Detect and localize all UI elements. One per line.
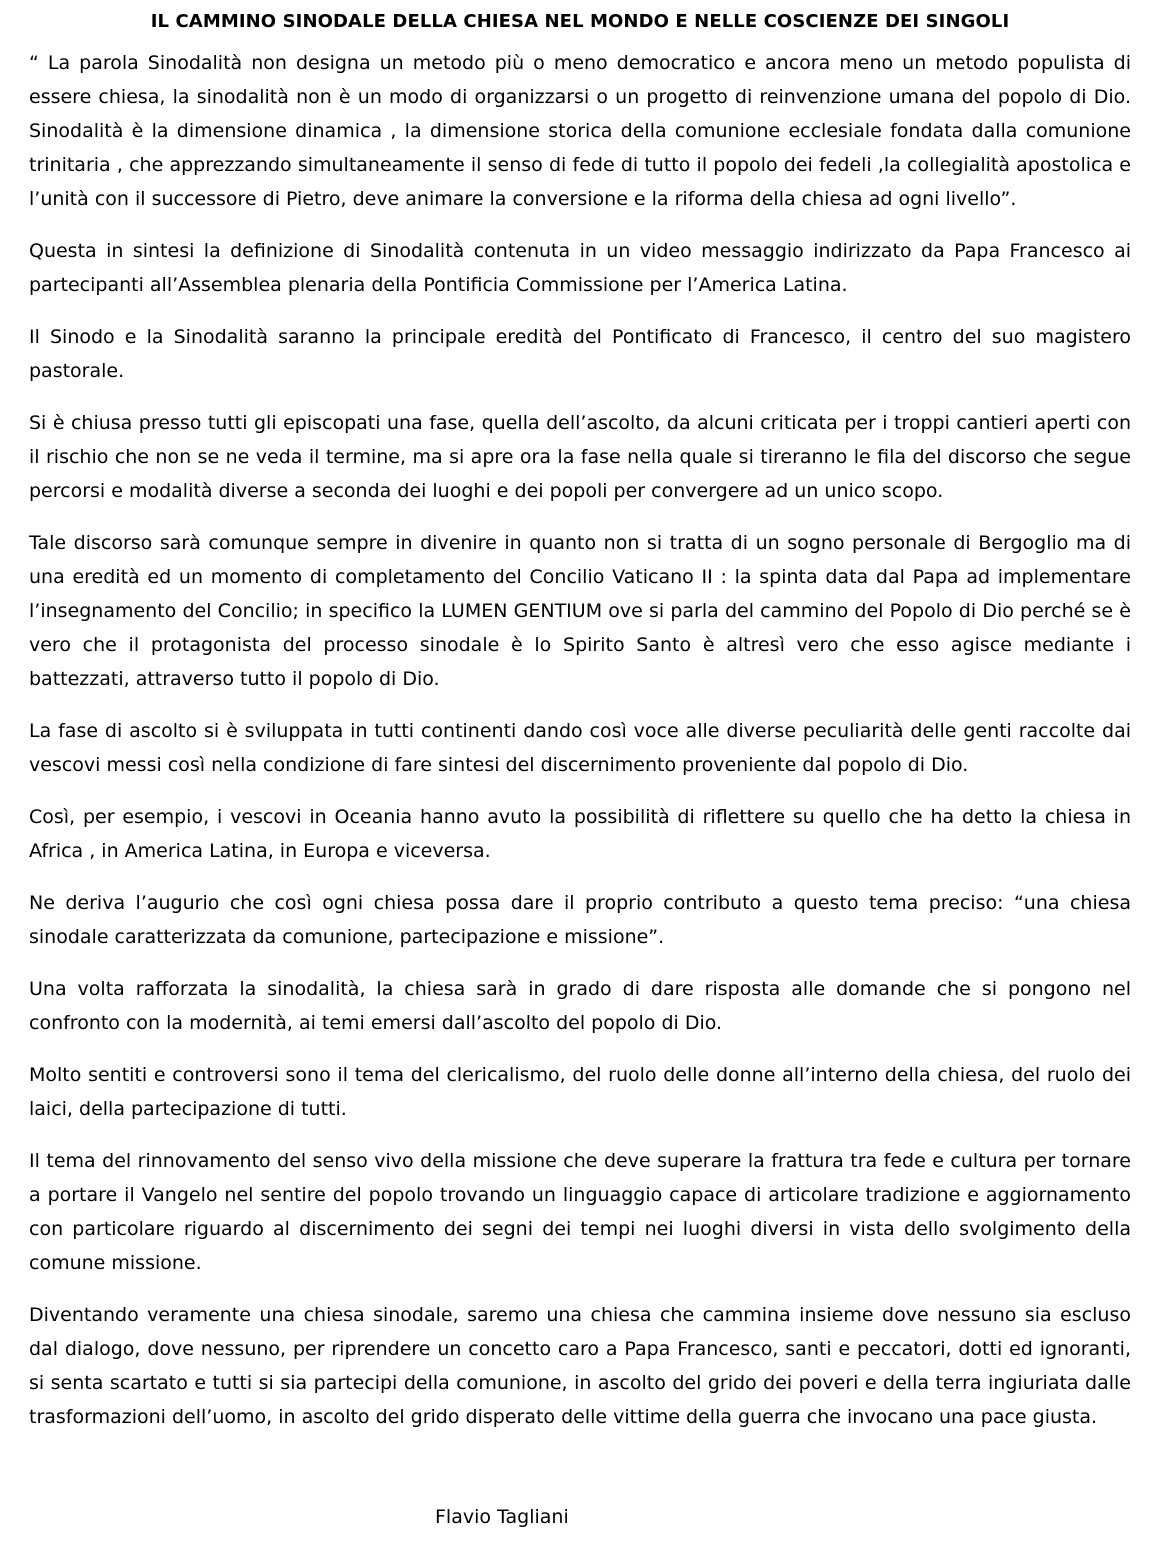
paragraph-modernity: Una volta rafforzata la sinodalità, la chiesa sarà in grado di dare risposta alle domande che si pongono nel confronto con la modernità, ai temi emersi dall’ascolto del popolo di Dio. <box>29 978 1131 1034</box>
paragraph-listening-phase: Si è chiusa presso tutti gli episcopati una fase, quella dell’ascolto, da alcuni criticata per i troppi cantieri aperti con il rischio che non se ne veda il termine, ma si apre ora la fase nella quale si tireranno le fila del discorso che segue percorsi e modalità diverse a seconda dei luoghi e dei popoli per convergere ad un unico scopo. <box>29 412 1131 502</box>
paragraph-source: Questa in sintesi la definizione di Sinodalità contenuta in un video messaggio indirizzato da Papa Francesco ai partecipanti all’Assemblea plenaria della Pontificia Commissione per l’America Latina. <box>29 240 1131 296</box>
paragraph-mission: Il tema del rinnovamento del senso vivo della missione che deve superare la frattura tra fede e cultura per tornare a portare il Vangelo nel sentire del popolo trovando un linguaggio capace di articolare tradizione e aggiornamento con particolare riguardo al discernimento dei segni dei tempi nei luoghi diversi in vista dello svolgimento della comune missione. <box>29 1150 1131 1274</box>
article <box>29 0 1131 1434</box>
paragraph-council: Tale discorso sarà comunque sempre in divenire in quanto non si tratta di un sogno personale di Bergoglio ma di una eredità ed un momento di completamento del Concilio Vaticano II : la spinta data dal Papa ad implementare l’insegnamento del Concilio; in specifico la LUMEN GENTIUM ove si parla del cammino del Popolo di Dio perché se è vero che il protagonista del processo sinodale è lo Spirito Santo è altresì vero che esso agisce mediante i battezzati, attraverso tutto il popolo di Dio. <box>29 532 1131 690</box>
paragraph-conclusion: Diventando veramente una chiesa sinodale, saremo una chiesa che cammina insieme dove nessuno sia escluso dal dialogo, dove nessuno, per riprendere un concetto caro a Papa Francesco, santi e peccatori, dotti ed ignoranti, si senta scartato e tutti si sia partecipi della comunione, in ascolto del grido dei poveri e della terra ingiuriata dalle trasformazioni dell’uomo, in ascolto del grido disperato delle vittime della guerra che invocano una pace giusta. <box>29 1304 1131 1428</box>
paragraph-controversies: Molto sentiti e controversi sono il tema del clericalismo, del ruolo delle donne all’interno della chiesa, del ruolo dei laici, della partecipazione di tutti. <box>29 1064 1131 1120</box>
paragraph-continents: La fase di ascolto si è sviluppata in tutti continenti dando così voce alle diverse peculiarità delle genti raccolte dai vescovi messi così nella condizione di fare sintesi del discernimento proveniente dal popolo di Dio. <box>29 720 1131 776</box>
paragraph-legacy: Il Sinodo e la Sinodalità saranno la principale eredità del Pontificato di Francesco, il centro del suo magistero pastorale. <box>29 326 1131 382</box>
paragraph-wish: Ne deriva l’augurio che così ogni chiesa possa dare il proprio contributo a questo tema preciso: “una chiesa sinodale caratterizzata da comunione, partecipazione e missione”. <box>29 892 1131 948</box>
author-signature: Flavio Tagliani <box>435 1506 569 1528</box>
paragraph-quote-definition: “ La parola Sinodalità non designa un metodo più o meno democratico e ancora meno un metodo populista di essere chiesa, la sinodalità non è un modo di organizzarsi o un progetto di reinvenzione umana del popolo di Dio. Sinodalità è la dimensione dinamica , la dimensione storica della comunione ecclesiale fondata dalla comunione trinitaria , che apprezzando simultaneamente il senso di fede di tutto il popolo dei fedeli ,la collegialità apostolica e l’unità con il successore di Pietro, deve animare la conversione e la riforma della chiesa ad ogni livello”. <box>29 52 1131 210</box>
paragraph-example: Così, per esempio, i vescovi in Oceania hanno avuto la possibilità di riflettere su quello che ha detto la chiesa in Africa , in America Latina, in Europa e viceversa. <box>29 806 1131 862</box>
article-title: IL CAMMINO SINODALE DELLA CHIESA NEL MONDO E NELLE COSCIENZE DEI SINGOLI <box>150 11 1010 32</box>
